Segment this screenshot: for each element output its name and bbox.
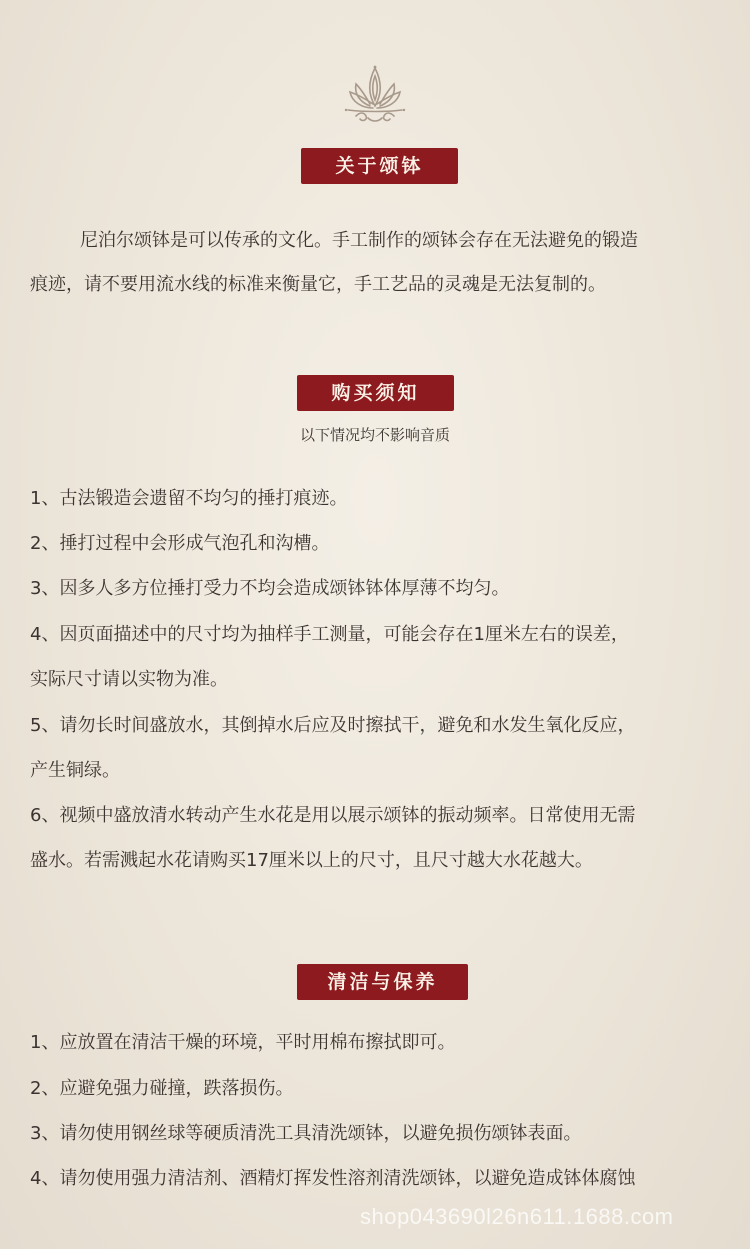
section-title-care: 清洁与保养 [297, 964, 468, 1000]
purchase-line: 3、因多人多方位捶打受力不均会造成颂钵钵体厚薄不均匀。 [30, 578, 510, 599]
purchase-line: 2、捶打过程中会形成气泡孔和沟槽。 [30, 533, 330, 554]
purchase-line: 盛水。若需溅起水花请购买17厘米以上的尺寸，且尺寸越大水花越大。 [30, 850, 593, 871]
purchase-line: 4、因页面描述中的尺寸均为抽样手工测量，可能会存在1厘米左右的误差， [30, 624, 629, 645]
purchase-line: 6、视频中盛放清水转动产生水花是用以展示颂钵的振动频率。日常使用无需 [30, 805, 636, 826]
purchase-line: 实际尺寸请以实物为准。 [30, 669, 228, 690]
care-line: 4、请勿使用强力清洁剂、酒精灯挥发性溶剂清洗颂钵，以避免造成钵体腐蚀 [30, 1168, 636, 1189]
lotus-icon [342, 64, 408, 128]
purchase-subtitle: 以下情况均不影响音质 [299, 426, 450, 444]
section-title-purchase: 购买须知 [297, 375, 454, 411]
purchase-line: 1、古法锻造会遗留不均匀的捶打痕迹。 [30, 488, 348, 509]
about-text-line2: 痕迹，请不要用流水线的标准来衡量它，手工艺品的灵魂是无法复制的。 [30, 274, 606, 295]
about-text-line1: 尼泊尔颂钵是可以传承的文化。手工制作的颂钵会存在无法避免的锻造 [80, 230, 638, 251]
care-line: 2、应避免强力碰撞，跌落损伤。 [30, 1078, 294, 1099]
purchase-line: 产生铜绿。 [30, 760, 120, 781]
purchase-line: 5、请勿长时间盛放水，其倒掉水后应及时擦拭干，避免和水发生氧化反应， [30, 715, 636, 736]
care-line: 1、应放置在清洁干燥的环境，平时用棉布擦拭即可。 [30, 1032, 456, 1053]
shop-watermark: shop043690l26n611.1688.com [360, 1204, 674, 1229]
section-title-about: 关于颂钵 [301, 148, 458, 184]
care-line: 3、请勿使用钢丝球等硬质清洗工具清洗颂钵，以避免损伤颂钵表面。 [30, 1123, 582, 1144]
